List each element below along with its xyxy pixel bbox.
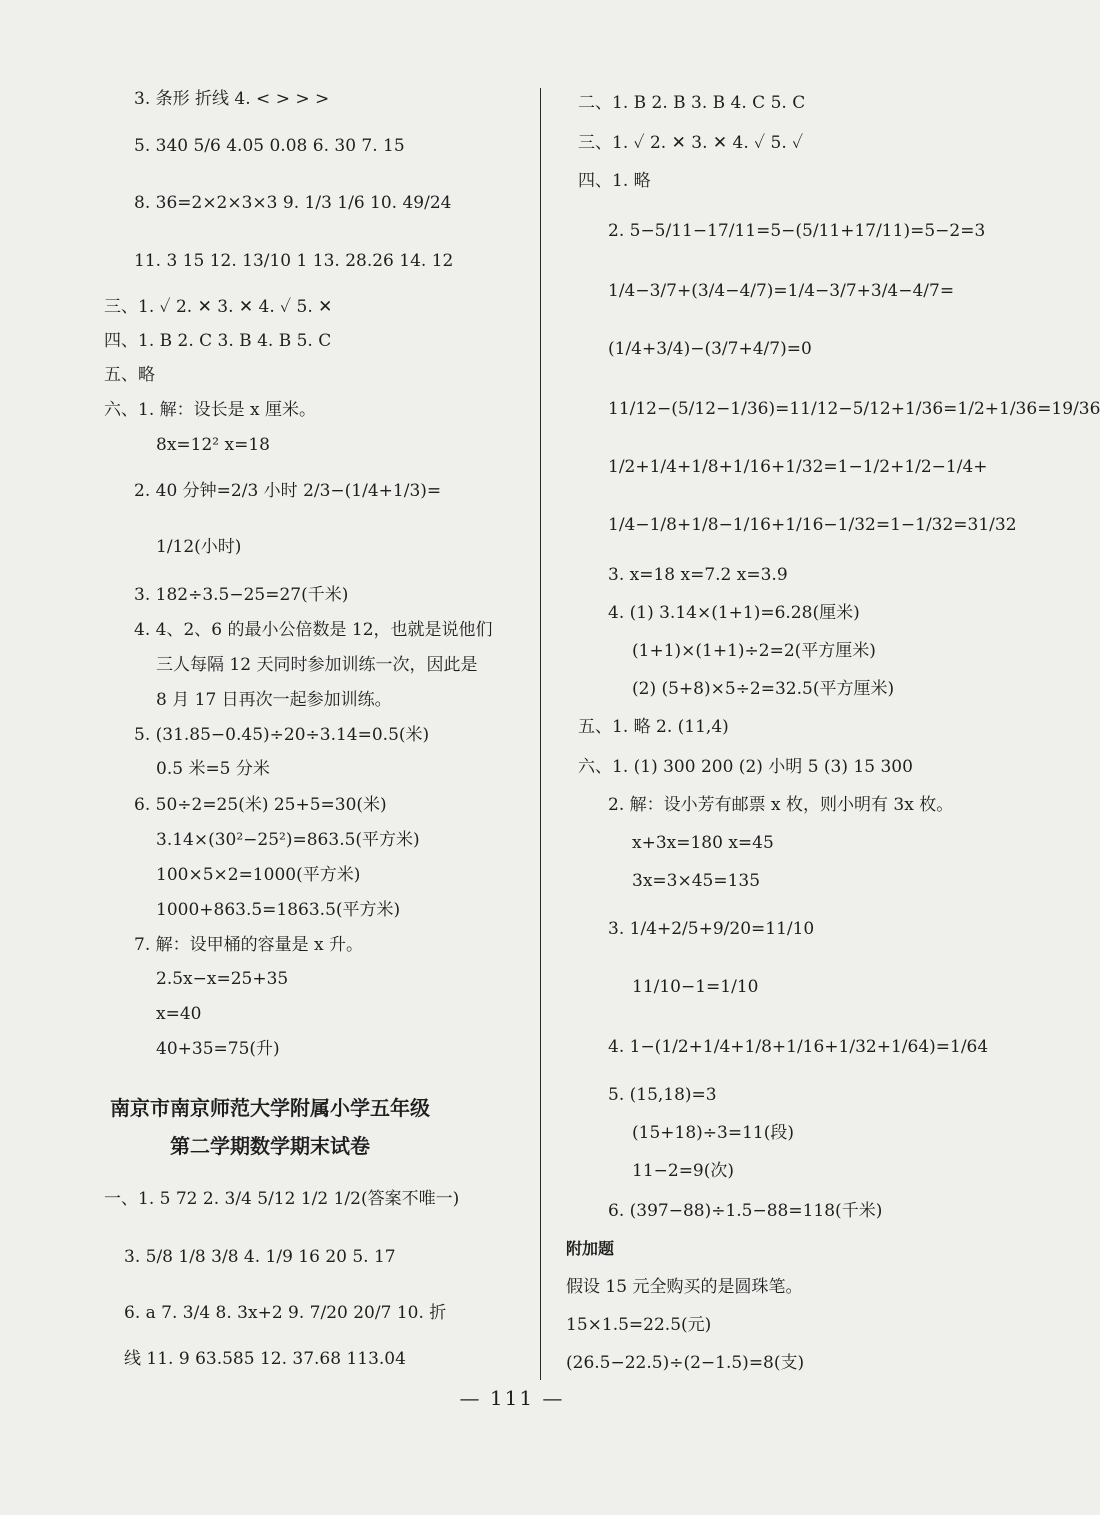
answer-line: 0.5 米=5 分米 <box>156 759 270 779</box>
section-line: 三、1. ✓ 2. ✕ 3. ✕ 4. ✓ 5. ✕ <box>104 297 333 317</box>
answer-line: 11. 3 15 12. 13/10 1 13. 28.26 14. 12 <box>134 251 454 271</box>
answer-line: 5. 340 5/6 4.05 0.08 6. 30 7. 15 <box>134 136 405 156</box>
answer-line: (1+1)×(1+1)÷2=2(平方厘米) <box>632 641 876 661</box>
answer-line: 2. 40 分钟=2/3 小时 2/3−(1/4+1/3)= <box>134 481 442 501</box>
answer-line: 3. x=18 x=7.2 x=3.9 <box>608 565 788 585</box>
exam-title-line-1: 南京市南京师范大学附属小学五年级 <box>110 1096 430 1120</box>
answer-line: 3.14×(30²−25²)=863.5(平方米) <box>156 830 420 850</box>
answer-line: 5. (15,18)=3 <box>608 1085 717 1105</box>
section-line: 三、1. ✓ 2. ✕ 3. ✕ 4. ✓ 5. ✓ <box>578 133 804 153</box>
answer-line: (2) (5+8)×5÷2=32.5(平方厘米) <box>632 679 895 699</box>
section-line: 六、1. 解：设长是 x 厘米。 <box>104 400 317 420</box>
page-number: — 111 — <box>459 1386 565 1410</box>
answer-line: 6. 50÷2=25(米) 25+5=30(米) <box>134 795 387 815</box>
answer-line: x+3x=180 x=45 <box>632 833 774 853</box>
answer-line: 11/12−(5/12−1/36)=11/12−5/12+1/36=1/2+1/36=19/36 <box>608 399 1100 419</box>
answer-line: 3. 条形 折线 4. < > > > <box>134 89 330 109</box>
answer-line: 4. 4、2、6 的最小公倍数是 12，也就是说他们 <box>134 620 493 640</box>
answer-line: 15×1.5=22.5(元) <box>566 1315 712 1335</box>
answer-line: 2. 5−5/11−17/11=5−(5/11+17/11)=5−2=3 <box>608 221 986 241</box>
answer-line: 假设 15 元全购买的是圆珠笔。 <box>566 1277 803 1297</box>
answer-line: 6. a 7. 3/4 8. 3x+2 9. 7/20 20/7 10. 折 <box>124 1303 447 1323</box>
answer-line: 2. 解：设小芳有邮票 x 枚，则小明有 3x 枚。 <box>608 795 954 815</box>
answer-line: (15+18)÷3=11(段) <box>632 1123 794 1143</box>
answer-line: 100×5×2=1000(平方米) <box>156 865 361 885</box>
section-line: 五、1. 略 2. (11,4) <box>578 717 729 737</box>
answer-line: (1/4+3/4)−(3/7+4/7)=0 <box>608 339 812 359</box>
answer-line: 4. (1) 3.14×(1+1)=6.28(厘米) <box>608 603 860 623</box>
answer-line: 8 月 17 日再次一起参加训练。 <box>156 690 392 710</box>
exam-title-line-2: 第二学期数学期末试卷 <box>170 1134 370 1158</box>
answer-line: 8. 36=2×2×3×3 9. 1/3 1/6 10. 49/24 <box>134 193 452 213</box>
answer-line: 11−2=9(次) <box>632 1161 735 1181</box>
column-divider <box>540 88 541 1380</box>
section-line: 四、1. B 2. C 3. B 4. B 5. C <box>104 331 332 351</box>
bonus-heading: 附加题 <box>566 1239 615 1258</box>
answer-line: 1/2+1/4+1/8+1/16+1/32=1−1/2+1/2−1/4+ <box>608 457 988 477</box>
answer-line: 40+35=75(升) <box>156 1039 280 1059</box>
answer-line: 1000+863.5=1863.5(平方米) <box>156 900 401 920</box>
section-line: 二、1. B 2. B 3. B 4. C 5. C <box>578 93 806 113</box>
section-line: 四、1. 略 <box>578 171 651 191</box>
answer-line: 1/12(小时) <box>156 537 242 557</box>
answer-line: 4. 1−(1/2+1/4+1/8+1/16+1/32+1/64)=1/64 <box>608 1037 989 1057</box>
answer-line: 一、1. 5 72 2. 3/4 5/12 1/2 1/2(答案不唯一) <box>104 1189 460 1209</box>
answer-line: 3. 5/8 1/8 3/8 4. 1/9 16 20 5. 17 <box>124 1247 396 1267</box>
answer-line: 1/4−1/8+1/8−1/16+1/16−1/32=1−1/32=31/32 <box>608 515 1017 535</box>
answer-line: 8x=12² x=18 <box>156 435 270 455</box>
answer-line: 6. (397−88)÷1.5−88=118(千米) <box>608 1201 883 1221</box>
answer-line: 三人每隔 12 天同时参加训练一次，因此是 <box>156 655 478 675</box>
section-line: 六、1. (1) 300 200 (2) 小明 5 (3) 15 300 <box>578 757 913 777</box>
answer-line: (26.5−22.5)÷(2−1.5)=8(支) <box>566 1353 805 1373</box>
section-line: 五、略 <box>104 365 155 385</box>
answer-line: 11/10−1=1/10 <box>632 977 759 997</box>
answer-line: x=40 <box>156 1004 202 1024</box>
answer-line: 1/4−3/7+(3/4−4/7)=1/4−3/7+3/4−4/7= <box>608 281 955 301</box>
answer-line: 2.5x−x=25+35 <box>156 969 289 989</box>
answer-line: 5. (31.85−0.45)÷20÷3.14=0.5(米) <box>134 725 430 745</box>
answer-line: 3. 1/4+2/5+9/20=11/10 <box>608 919 815 939</box>
answer-line: 3x=3×45=135 <box>632 871 761 891</box>
answer-line: 7. 解：设甲桶的容量是 x 升。 <box>134 935 364 955</box>
answer-line: 3. 182÷3.5−25=27(千米) <box>134 585 349 605</box>
answer-line: 线 11. 9 63.585 12. 37.68 113.04 <box>124 1349 406 1369</box>
